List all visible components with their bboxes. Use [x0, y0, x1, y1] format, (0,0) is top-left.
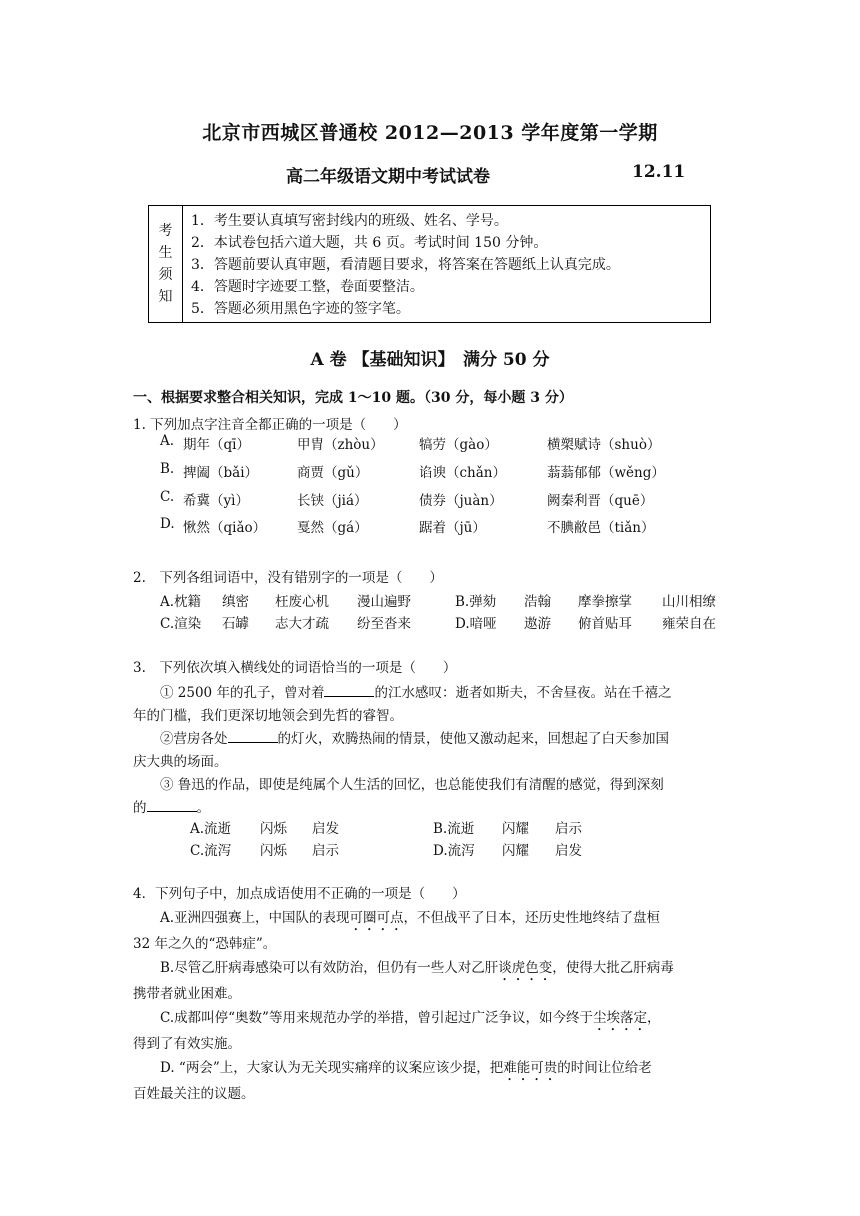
option-item: B.弹劾: [455, 594, 497, 610]
notice-label-char: 考: [158, 223, 173, 239]
option-item: A.枕籍: [160, 594, 202, 610]
blank-line: [324, 684, 374, 697]
option-text: D. “两会”上，大家认为无关现实痛痒的议案应该少提，把: [160, 1060, 504, 1076]
option-item: 枉废心机: [275, 594, 329, 610]
part-heading: 一、根据要求整合相关知识，完成 1～10 题。（30 分，每小题 3 分）: [133, 390, 573, 406]
sentence-1: [160, 681, 671, 701]
option-item: 期年（qī）: [183, 437, 250, 453]
option-item: 闪烁: [260, 821, 287, 837]
option-item: 阙秦利晋（quē）: [547, 493, 654, 509]
question-1-stem: 1. 下列加点字注音全都正确的一项是（ ）: [133, 417, 407, 433]
sentence-1-cont: 年的门槛，我们更深切地领会到先哲的睿智。: [133, 708, 403, 724]
dotted-idiom: 难能可贵: [503, 1060, 558, 1076]
dotted-idiom: 可圈可点: [349, 910, 404, 926]
option-item: 不腆敝邑（tiǎn）: [547, 520, 655, 536]
option-item: D.喑哑: [455, 616, 497, 632]
option-item: 蓊蓊郁郁（wěng）: [547, 465, 665, 481]
notice-item: 1．考生要认真填写密封线内的班级、姓名、学号。: [191, 213, 508, 229]
option-text: ，使得大批乙肝病毒: [552, 960, 674, 976]
sentence-2-cont: 庆大典的场面。: [133, 754, 228, 770]
sentence-text: 的: [133, 800, 147, 816]
option-d-line: [160, 1056, 652, 1084]
sentence-text: 的灯火，欢腾热闹的情景，使他又激动起来，回想起了白天参加国: [277, 731, 669, 747]
option-item: 甲胄（zhòu）: [297, 437, 384, 453]
dotted-idiom: 谈虎色变: [498, 960, 553, 976]
option-item: 闪耀: [502, 821, 529, 837]
option-item: 踞着（jū）: [419, 520, 486, 536]
notice-item: 4．答题时字迹要工整，卷面要整洁。: [191, 279, 424, 295]
option-item: 启示: [555, 821, 582, 837]
question-4-stem: 4．下列句子中，加点成语使用不正确的一项是（ ）: [133, 886, 466, 902]
option-c-line: [160, 1006, 660, 1034]
option-item: B.流逝: [433, 821, 475, 837]
option-b-line: [160, 956, 674, 984]
option-item: D.流泻: [433, 843, 475, 859]
option-item: 商贾（gǔ）: [297, 465, 369, 481]
option-text: A.亚洲四强赛上，中国队的表现: [160, 910, 350, 926]
option-item: 愀然（qiǎo）: [183, 520, 267, 536]
exam-date: 12.11: [632, 162, 686, 182]
option-item: 漫山遍野: [357, 594, 411, 610]
option-label: C.: [160, 489, 175, 505]
notice-label-char: 须: [158, 267, 173, 283]
option-text: C.成都叫停“奥数”等用来规范办学的举措，曾引起过广泛争议，如今终于: [160, 1010, 593, 1026]
option-item: 缜密: [222, 594, 249, 610]
option-item: 启发: [555, 843, 582, 859]
option-label: B.: [160, 461, 175, 477]
sentence-text: ②营房各处: [160, 731, 228, 747]
option-d-cont: 百姓最关注的议题。: [133, 1086, 255, 1102]
option-item: 捭阖（bǎi）: [183, 465, 259, 481]
notice-item: 2．本试卷包括六道大题，共 6 页。考试时间 150 分钟。: [191, 235, 548, 251]
question-3-stem: 3. 下列依次填入横线处的词语恰当的一项是（ ）: [133, 660, 457, 676]
option-text: B.尽管乙肝病毒感染可以有效防治，但仍有一些人对乙肝: [160, 960, 499, 976]
option-item: 俯首贴耳: [578, 616, 632, 632]
notice-item: 3．答题前要认真审题，看清题目要求，将答案在答题纸上认真完成。: [191, 257, 620, 273]
notice-label-char: 生: [158, 245, 173, 261]
notice-box: [148, 205, 711, 323]
option-item: 债券（juàn）: [419, 493, 503, 509]
option-text: ，: [646, 1010, 661, 1026]
option-a-line: [160, 906, 660, 934]
sentence-3-cont: [133, 796, 210, 816]
exam-title: 北京市西城区普通校 2012—2013 学年度第一学期: [202, 122, 658, 144]
option-b-cont: 携带者就业困难。: [133, 986, 241, 1002]
section-heading: A 卷 【基础知识】 满分 50 分: [310, 350, 550, 370]
option-label: D.: [160, 516, 175, 532]
dotted-idiom: 尘埃落定: [592, 1010, 647, 1026]
exam-subtitle: 高二年级语文期中考试试卷: [286, 167, 490, 187]
option-item: C.流泻: [190, 843, 232, 859]
option-item: 摩拳擦掌: [578, 594, 632, 610]
option-item: 长铗（jiá）: [297, 493, 368, 509]
option-label: A.: [160, 433, 175, 449]
option-item: 山川相缭: [662, 594, 716, 610]
sentence-text: 。: [196, 800, 210, 816]
option-item: 横槊赋诗（shuò）: [547, 437, 661, 453]
option-item: 纷至沓来: [357, 616, 411, 632]
option-item: 启发: [312, 821, 339, 837]
option-item: 遨游: [524, 616, 551, 632]
question-2-stem: 2. 下列各组词语中，没有错别字的一项是（ ）: [133, 570, 443, 586]
option-item: C.渲染: [160, 616, 202, 632]
option-item: 志大才疏: [275, 616, 329, 632]
option-a-cont: 32 年之久的“恐韩症”。: [133, 936, 277, 952]
option-item: 石罅: [222, 616, 249, 632]
notice-item: 5．答题必须用黑色字迹的签字笔。: [191, 301, 410, 317]
blank-line: [147, 799, 197, 812]
option-item: A.流逝: [190, 821, 232, 837]
option-text: ，不但战平了日本，还历史性地终结了盘桓: [403, 910, 661, 926]
sentence-2: [160, 727, 669, 747]
blank-line: [228, 730, 278, 743]
option-text: 的时间让位给老: [557, 1060, 652, 1076]
option-item: 闪耀: [502, 843, 529, 859]
sentence-3: ③ 鲁迅的作品，即使是纯属个人生活的回忆，也总能使我们有清醒的感觉，得到深刻: [160, 777, 664, 793]
option-item: 闪烁: [260, 843, 287, 859]
option-item: 谄谀（chǎn）: [419, 465, 506, 481]
option-item: 雍荣自在: [662, 616, 716, 632]
sentence-text: 的江水感叹：逝者如斯夫，不舍昼夜。站在千禧之: [374, 685, 672, 701]
option-item: 启示: [312, 843, 339, 859]
sentence-text: ① 2500 年的孔子，曾对着: [160, 685, 325, 701]
notice-label-char: 知: [158, 289, 173, 305]
option-item: 犒劳（gào）: [419, 437, 498, 453]
option-c-cont: 得到了有效实施。: [133, 1036, 241, 1052]
notice-label: [149, 206, 183, 322]
option-item: 戛然（gá）: [297, 520, 368, 536]
option-item: 希冀（yì）: [183, 493, 249, 509]
option-item: 浩翰: [524, 594, 551, 610]
